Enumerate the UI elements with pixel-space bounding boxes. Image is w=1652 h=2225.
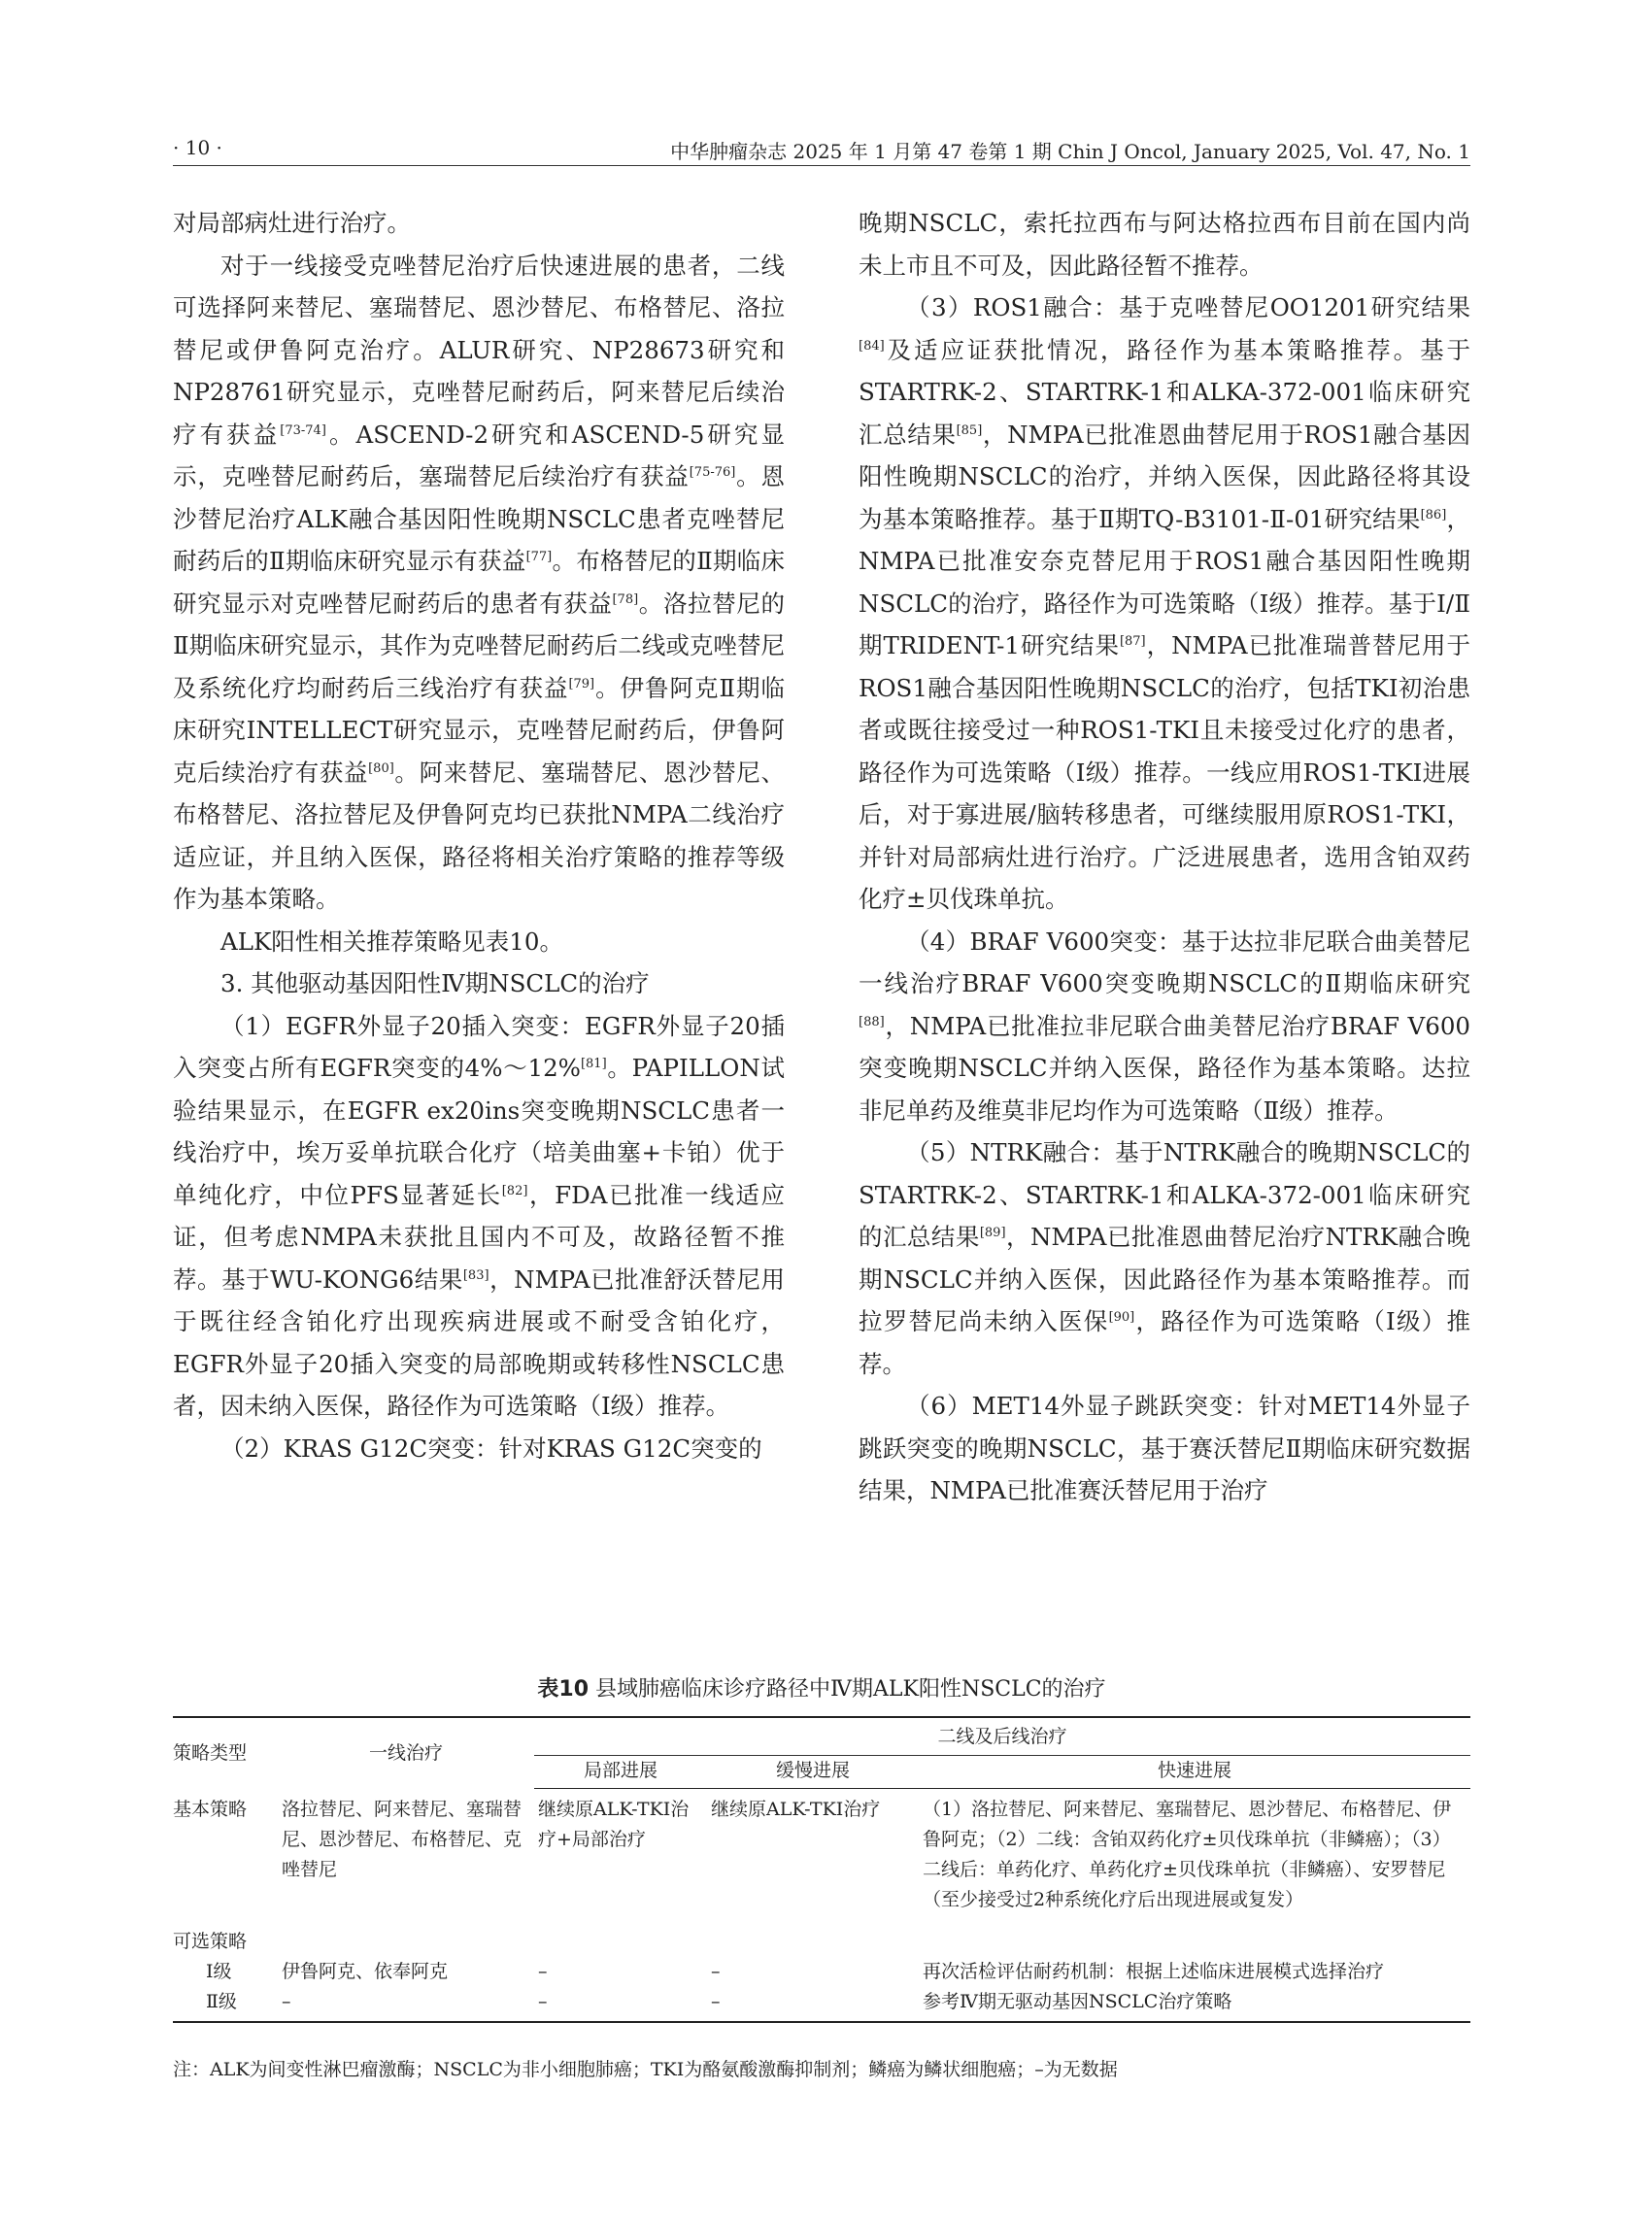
citation-ref: [77] <box>525 550 553 564</box>
cell-type: Ⅱ级 <box>173 1987 278 2022</box>
cell-first-line <box>278 1915 534 1957</box>
citation-ref: [81] <box>580 1057 607 1071</box>
cell-local: 继续原ALK-TKI治疗+局部治疗 <box>538 1799 690 1850</box>
body-paragraph: （4）BRAF V600突变：基于达拉非尼联合曲美替尼一线治疗BRAF V600突变晚期NSCLC的Ⅱ期临床研究[88]，NMPA已批准拉非尼联合曲美替尼治疗BRAF V600突变晚期NSCLC并纳入医保，路径作为基本策略。达拉非尼单药及维莫非尼均作为可选策略（Ⅱ级）推荐。 <box>859 927 1470 1125</box>
citation-ref: [83] <box>462 1267 489 1283</box>
cell-first-line: 伊鲁阿克、依奉阿克 <box>282 1961 449 1982</box>
cell-fast <box>919 1915 1470 1957</box>
table-caption-text: 县域肺癌临床诊疗路径中Ⅳ期ALK阳性NSCLC的治疗 <box>589 1677 1106 1702</box>
table-caption-label: 表10 <box>537 1677 590 1702</box>
body-paragraph: （2）KRAS G12C突变：针对KRAS G12C突变的 <box>220 1433 762 1463</box>
body-paragraph: （6）MET14外显子跳跃突变：针对MET14外显子跳跃突变的晚期NSCLC，基于赛沃替尼Ⅱ期临床研究数据结果，NMPA已批准赛沃替尼用于治疗 <box>859 1392 1470 1504</box>
citation-ref: [87] <box>1119 634 1146 649</box>
table-row <box>173 1789 1470 1916</box>
body-paragraph: （5）NTRK融合：基于NTRK融合的晚期NSCLC的STARTRK-2、STARTRK-1和ALKA-372-001临床研究的汇总结果[89]，NMPA已批准恩曲替尼治疗NTRK融合晚期NSCLC并纳入医保，因此路径作为基本策略推荐。而拉罗替尼尚未纳入医保[90]，路径作为可选策略（Ⅰ级）推荐。 <box>859 1138 1471 1378</box>
citation-ref: [90] <box>1108 1310 1135 1325</box>
running-header <box>173 132 1470 166</box>
cell-local <box>534 1915 707 1957</box>
table-row <box>173 1957 1470 1987</box>
header-slow-progression: 缓慢进展 <box>707 1756 919 1789</box>
table-caption <box>173 1672 1470 1702</box>
body-paragraph: 晚期NSCLC，索托拉西布与阿达格拉西布目前在国内尚未上市且不可及，因此路径暂不推荐。 <box>859 209 1470 280</box>
page-number: · 10 · <box>173 136 222 159</box>
header-local-progression: 局部进展 <box>534 1756 707 1789</box>
cell-fast: 参考Ⅳ期无驱动基因NSCLC治疗策略 <box>919 1987 1470 2022</box>
citation-ref: [73-74] <box>280 422 326 438</box>
cell-type: 可选策略 <box>173 1931 248 1952</box>
citation-ref: [79] <box>568 676 595 691</box>
left-text-column <box>173 202 785 1469</box>
table-10 <box>173 1716 1470 2023</box>
cell-slow: 继续原ALK-TKI治疗 <box>711 1799 881 1820</box>
citation-ref: [88] <box>859 1014 885 1029</box>
citation-ref: [86] <box>1420 507 1447 523</box>
cell-slow: – <box>707 1987 919 2022</box>
citation-ref: [78] <box>612 591 639 607</box>
body-paragraph: 对局部病灶进行治疗。 <box>173 209 411 237</box>
table-row <box>173 1915 1470 1957</box>
citation-ref: [82] <box>501 1183 528 1198</box>
cell-fast: （1）洛拉替尼、阿来替尼、塞瑞替尼、恩沙替尼、布格替尼、伊鲁阿克；（2）二线：含铂双药化疗±贝伐珠单抗（非鳞癌）；（3）二线后：单药化疗、单药化疗±贝伐珠单抗（非鳞癌）、安罗替尼（至少接受过2种系统化疗后出现进展或复发） <box>923 1799 1452 1910</box>
citation-ref: [80] <box>368 760 394 776</box>
citation-ref: [85] <box>956 422 983 438</box>
body-paragraph: （3）ROS1融合：基于克唑替尼OO1201研究结果[84]及适应证获批情况，路径作为基本策略推荐。基于STARTRK-2、STARTRK-1和ALKA-372-001临床研究汇总结果[85]，NMPA已批准恩曲替尼用于ROS1融合基因阳性晚期NSCLC的治疗，并纳入医保，因此路径将其设为基本策略推荐。基于Ⅱ期TQ-B3101-Ⅱ-01研究结果[86]，NMPA已批准安奈克替尼用于ROS1融合基因阳性晚期NSCLC的治疗，路径作为可选策略（Ⅰ级）推荐。基于Ⅰ/Ⅱ期TRIDENT-1研究结果[87]，NMPA已批准瑞普替尼用于ROS1融合基因阳性晚期NSCLC的治疗，包括TKI初治患者或既往接受过一种ROS1-TKI且未接受过化疗的患者，路径作为可选策略（Ⅰ级）推荐。一线应用ROS1-TKI进展后，对于寡进展/脑转移患者，可继续服用原ROS1-TKI，并针对局部病灶进行治疗。广泛进展患者，选用含铂双药化疗±贝伐珠单抗。 <box>859 293 1470 913</box>
citation-ref: [89] <box>979 1226 1006 1240</box>
cell-fast: 再次活检评估耐药机制：根据上述临床进展模式选择治疗 <box>923 1961 1385 1982</box>
citation-ref: [75-76] <box>689 465 736 480</box>
cell-local: – <box>538 1961 548 1982</box>
header-first-line: 一线治疗 <box>278 1717 534 1789</box>
cell-first-line: – <box>278 1987 534 2022</box>
body-paragraph: 3. 其他驱动基因阳性Ⅳ期NSCLC的治疗 <box>220 969 650 997</box>
header-second-line: 二线及后线治疗 <box>534 1717 1470 1756</box>
cell-type: Ⅰ级 <box>206 1961 232 1982</box>
cell-slow <box>707 1915 919 1957</box>
header-strategy-type: 策略类型 <box>173 1717 278 1789</box>
right-text-column <box>859 202 1470 1512</box>
citation-ref: [84] <box>859 338 885 354</box>
cell-type: 基本策略 <box>173 1798 248 1820</box>
journal-citation: 中华肿瘤杂志 2025 年 1 月第 47 卷第 1 期 Chin J Oncol, January 2025, Vol. 47, No. 1 <box>670 140 1470 163</box>
cell-first-line: 洛拉替尼、阿来替尼、塞瑞替尼、恩沙替尼、布格替尼、克唑替尼 <box>282 1798 523 1880</box>
header-fast-progression: 快速进展 <box>919 1756 1470 1789</box>
body-paragraph: （1）EGFR外显子20插入突变：EGFR外显子20插入突变占所有EGFR突变的4%～12%[81]。PAPILLON试验结果显示，在EGFR ex20ins突变晚期NSCLC患者一线治疗中，埃万妥单抗联合化疗（培美曲塞+卡铂）优于单纯化疗，中位PFS显著延长[82]，FDA已批准一线适应证，但考虑NMPA未获批且国内不可及，故路径暂不推荐。基于WU-KONG6结果[83]，NMPA已批准舒沃替尼用于既往经含铂化疗出现疾病进展或不耐受含铂化疗，EGFR外显子20插入突变的局部晚期或转移性NSCLC患者，因未纳入医保，路径作为可选策略（Ⅰ级）推荐。 <box>173 1011 785 1420</box>
body-paragraph: ALK阳性相关推荐策略见表10。 <box>220 927 563 956</box>
body-paragraph: 对于一线接受克唑替尼治疗后快速进展的患者，二线可选择阿来替尼、塞瑞替尼、恩沙替尼、布格替尼、洛拉替尼或伊鲁阿克治疗。ALUR研究、NP28673研究和NP28761研究显示，克唑替尼耐药后，阿来替尼后续治疗有获益[73-74]。ASCEND-2研究和ASCEND-5研究显示，克唑替尼耐药后，塞瑞替尼后续治疗有获益[75-76]。恩沙替尼治疗ALK融合基因阳性晚期NSCLC患者克唑替尼耐药后的Ⅱ期临床研究显示有获益[77]。布格替尼的Ⅱ期临床研究显示对克唑替尼耐药后的患者有获益[78]。洛拉替尼的Ⅱ期临床研究显示，其作为克唑替尼耐药后二线或克唑替尼及系统化疗均耐药后三线治疗有获益[79]。伊鲁阿克Ⅱ期临床研究INTELLECT研究显示，克唑替尼耐药后，伊鲁阿克后续治疗有获益[80]。阿来替尼、塞瑞替尼、恩沙替尼、布格替尼、洛拉替尼及伊鲁阿克均已获批NMPA二线治疗适应证，并且纳入医保，路径将相关治疗策略的推荐等级作为基本策略。 <box>173 251 786 913</box>
table-note: 注：ALK为间变性淋巴瘤激酶；NSCLC为非小细胞肺癌；TKI为酪氨酸激酶抑制剂；鳞癌为鳞状细胞癌；–为无数据 <box>173 2059 1118 2080</box>
table-row <box>173 1987 1470 2022</box>
cell-local: – <box>534 1987 707 2022</box>
cell-slow: – <box>711 1961 721 1982</box>
